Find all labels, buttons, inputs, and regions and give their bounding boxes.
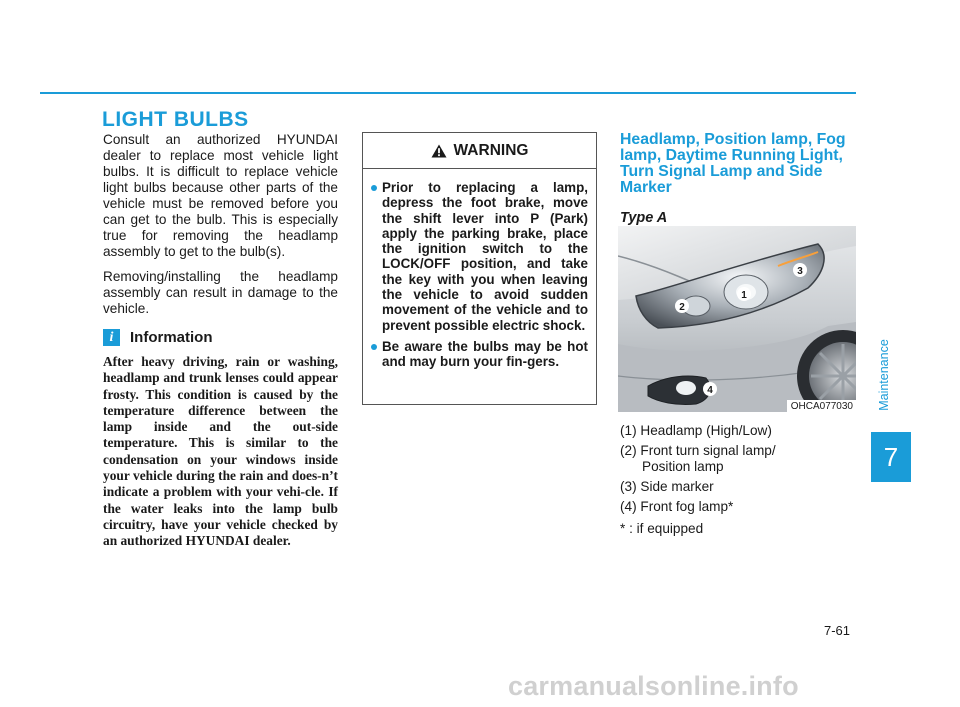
intro-column: [103, 132, 338, 550]
legend-number: (3): [620, 479, 637, 494]
information-text: After heavy driving, rain or washing, headlamp and trunk lenses could appear frosty. This condition is caused by the temperature difference between the lamp inside and the out-side temperature. This is similar to the condensation on your windows inside your vehicle during the rain and does-n’t indicate a problem with your vehi-cle. If the water leaks into the lamp bulb circuitry, have your vehicle checked by an authorized HYUNDAI dealer.: [103, 354, 338, 549]
watermark: carmanualsonline.info: [508, 671, 799, 701]
callout-label-2: 2: [679, 302, 685, 313]
legend-number: (1): [620, 423, 637, 438]
legend-text: Front turn signal lamp/: [640, 443, 776, 458]
headlamp-photo-graphic: [618, 226, 856, 412]
headlamp-photo: [618, 226, 856, 412]
callout-label-1: 1: [741, 290, 747, 301]
warning-label: WARNING: [453, 141, 529, 159]
legend-item: [620, 423, 856, 439]
page-number: 7-61: [824, 623, 851, 638]
warning-box: [362, 132, 597, 405]
headlamp-heading: Headlamp, Position lamp, Fog lamp, Daytime Running Light, Turn Signal Lamp and Side Marker: [620, 131, 846, 196]
top-rule: [40, 92, 856, 94]
information-title: Information: [130, 329, 213, 346]
intro-paragraph-2: Removing/installing the headlamp assembly can result in damage to the vehicle.: [103, 269, 338, 316]
legend-number: (2): [620, 443, 637, 458]
information-icon: i: [103, 329, 120, 346]
legend-text-continued: Position lamp: [642, 459, 724, 474]
information-header: [103, 329, 338, 346]
legend-text: Front fog lamp*: [640, 499, 734, 514]
bullet-icon: [371, 185, 377, 191]
legend-text: Side marker: [640, 479, 714, 494]
intro-paragraph-1: Consult an authorized HYUNDAI dealer to replace most vehicle light bulbs. It is difficult to replace vehicle light bulbs because other parts of the vehicle must be removed before you can get to the bulb. This is especially true for removing the headlamp assembly to get to the bulb(s).: [103, 132, 338, 259]
legend-number: (4): [620, 499, 637, 514]
chapter-label: Maintenance: [877, 339, 892, 411]
warning-list: [363, 169, 596, 370]
legend-item: [620, 499, 856, 515]
legend-text: Headlamp (High/Low): [640, 423, 772, 438]
chapter-tab[interactable]: 7: [871, 432, 911, 482]
warning-header: [363, 133, 596, 169]
chapter-side-label: [871, 330, 897, 420]
callout-marker-1: [737, 287, 751, 301]
callout-marker-2: [675, 299, 689, 313]
legend-item: [620, 479, 856, 495]
bullet-icon: [371, 344, 377, 350]
headlamp-column: [620, 132, 856, 226]
footnote: * : if equipped: [620, 521, 704, 536]
callout-marker-3: [793, 263, 807, 277]
warning-item-text: Be aware the bulbs may be hot and may burn your fin-gers.: [382, 338, 588, 370]
type-label: Type A: [620, 210, 668, 226]
callout-marker-4: [703, 382, 717, 396]
legend-list: [620, 423, 856, 519]
warning-item: [382, 180, 588, 333]
warning-item: [382, 339, 588, 370]
callout-label-3: 3: [797, 266, 803, 277]
legend-item: [620, 443, 856, 475]
callout-label-4: 4: [707, 385, 713, 396]
warning-item-text: Prior to replacing a lamp, depress the foot brake, move the shift lever into P (Park) apply the parking brake, place the ignition switch to the LOCK/OFF position, and take the key with you when leaving the vehicle to avoid sudden movement of the vehicle and to prevent possible electric shock.: [382, 180, 588, 333]
warning-triangle-icon: [431, 144, 447, 158]
section-title: LIGHT BULBS: [102, 108, 249, 131]
photo-code: OHCA077030: [787, 400, 856, 412]
